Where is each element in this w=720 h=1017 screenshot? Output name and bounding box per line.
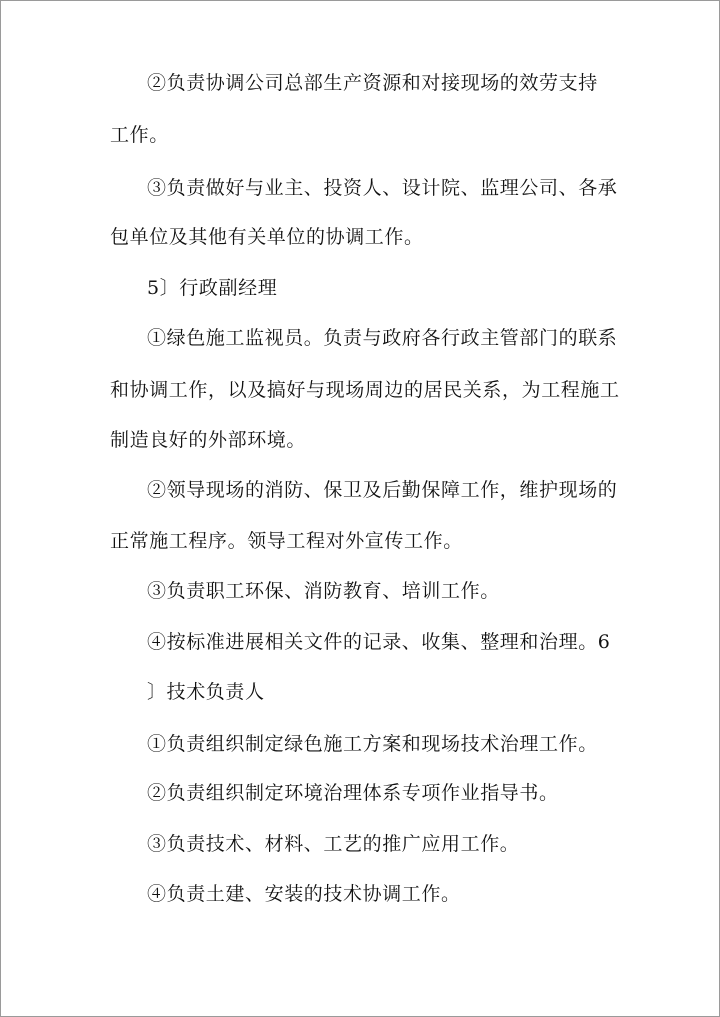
text-line: ②领导现场的消防、保卫及后勤保障工作，维护现场的 <box>147 479 618 501</box>
text-line: 和协调工作，以及搞好与现场周边的居民关系，为工程施工 <box>110 379 620 401</box>
text-line: 制造良好的外部环境。 <box>110 429 307 451</box>
text-line: 正常施工程序。领导工程对外宣传工作。 <box>110 530 463 552</box>
text-line: ①负责组织制定绿色施工方案和现场技术治理工作。 <box>147 733 598 755</box>
section-heading: 〕技术负责人 <box>147 681 265 703</box>
text-line: ③负责职工环保、消防教育、培训工作。 <box>147 580 500 602</box>
text-line: ③负责技术、材料、工艺的推广应用工作。 <box>147 833 520 855</box>
text-line: ③负责做好与业主、投资人、设计院、监理公司、各承 <box>147 177 618 199</box>
text-line: ④负责土建、安装的技术协调工作。 <box>147 883 461 905</box>
text-line: ②负责协调公司总部生产资源和对接现场的效劳支持 <box>147 72 598 94</box>
text-line: ①绿色施工监视员。负责与政府各行政主管部门的联系 <box>147 327 618 349</box>
text-line: 包单位及其他有关单位的协调工作。 <box>110 226 424 248</box>
text-line: 工作。 <box>110 124 169 146</box>
section-heading: 5〕行政副经理 <box>147 277 278 299</box>
text-line: ②负责组织制定环境治理体系专项作业指导书。 <box>147 782 559 804</box>
text-line: ④按标准进展相关文件的记录、收集、整理和治理。6 <box>147 631 611 653</box>
